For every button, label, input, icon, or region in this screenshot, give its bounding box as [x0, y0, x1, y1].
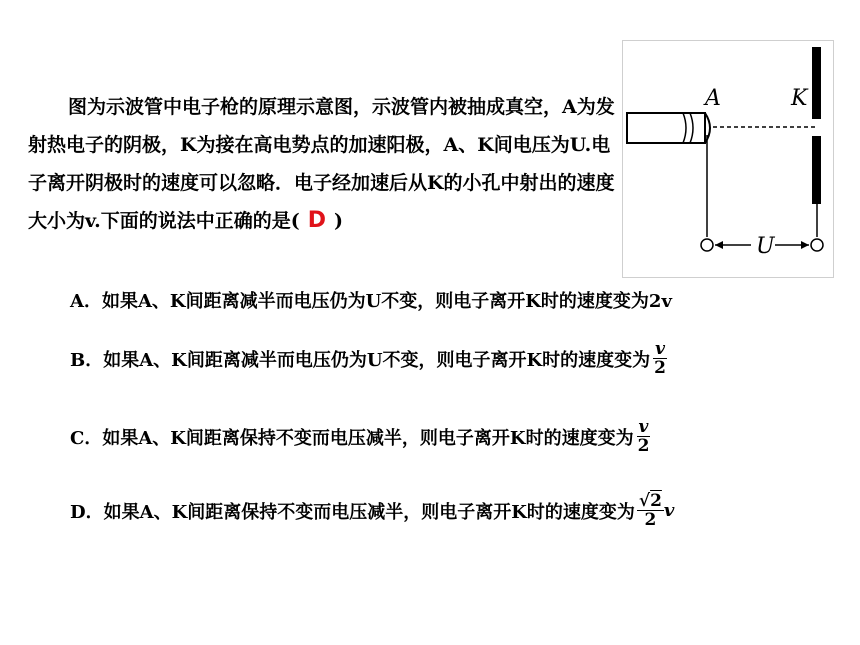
answer-mark: D — [307, 208, 326, 233]
stem-end: ) — [334, 210, 343, 232]
label-k: K — [791, 86, 808, 111]
option-b — [70, 340, 668, 377]
question-stem — [28, 88, 618, 240]
label-u: U — [756, 234, 775, 259]
option-d-numerator: √2 — [638, 491, 662, 511]
option-d-denominator: 2 — [644, 510, 657, 530]
option-d-text: D．如果A、K间距离保持不变而电压减半，则电子离开K时的速度变为 — [70, 501, 635, 523]
option-b-text: B．如果A、K间距离减半而电压仍为U不变，则电子离开K时的速度变为 — [70, 349, 651, 371]
option-a — [70, 287, 672, 313]
terminal-right — [811, 239, 823, 251]
option-c-fraction — [636, 418, 652, 455]
option-b-fraction — [652, 340, 668, 377]
option-d-fraction — [637, 492, 664, 529]
stem-text: 图为示波管中电子枪的原理示意图，示波管内被抽成真空，A为发射热电子的阴极，K为接在高电势点的加速阳极，A、K间电压为U.电子离开阴极时的速度可以忽略．电子经加速后从K的小孔中射出的速度大小为v.下面的说法中正确的是( — [28, 96, 615, 232]
diagram-svg — [623, 41, 833, 277]
option-d — [70, 492, 674, 529]
option-c-numerator: v — [638, 417, 649, 437]
arrowhead-left — [715, 241, 723, 249]
option-c — [70, 418, 651, 455]
electron-gun-diagram — [622, 40, 834, 278]
arrowhead-right — [801, 241, 809, 249]
option-d-suffix: v — [663, 500, 675, 521]
option-a-text: A．如果A、K间距离减半而电压仍为U不变，则电子离开K时的速度变为2v — [70, 291, 672, 312]
option-d-radicand: 2 — [650, 491, 662, 511]
terminal-left — [701, 239, 713, 251]
anode-plate-lower — [812, 136, 821, 204]
option-c-text: C．如果A、K间距离保持不变而电压减半，则电子离开K时的速度变为 — [70, 427, 634, 449]
anode-plate-upper — [812, 47, 821, 119]
label-a: A — [705, 86, 721, 111]
option-c-denominator: 2 — [637, 436, 650, 456]
option-b-denominator: 2 — [654, 358, 667, 378]
option-b-numerator: v — [655, 339, 666, 359]
